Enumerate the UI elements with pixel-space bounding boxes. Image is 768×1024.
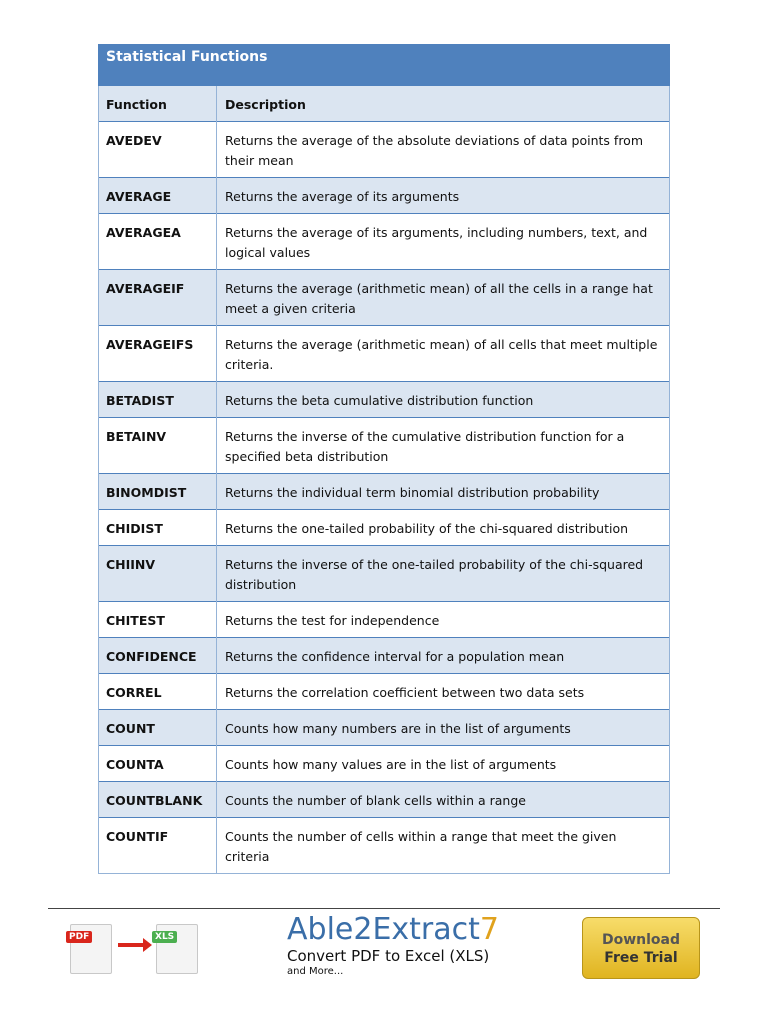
able2extract-ad[interactable]	[287, 913, 499, 979]
function-description: Counts how many values are in the list of arguments	[217, 746, 670, 782]
brand-version: 7	[479, 912, 499, 947]
function-name: CONFIDENCE	[99, 638, 217, 674]
function-description: Returns the average (arithmetic mean) of all the cells in a range hat meet a given criteria	[217, 270, 670, 326]
function-description: Returns the test for independence	[217, 602, 670, 638]
table-row	[99, 382, 670, 418]
table-row	[99, 214, 670, 270]
function-name: BINOMDIST	[99, 474, 217, 510]
function-description: Returns the average (arithmetic mean) of all cells that meet multiple criteria.	[217, 326, 670, 382]
function-description: Returns the one-tailed probability of the chi-squared distribution	[217, 510, 670, 546]
function-name: CHITEST	[99, 602, 217, 638]
brand-more-text: and More...	[287, 966, 344, 977]
free-trial-button-label: Free Trial	[604, 950, 678, 966]
table-row	[99, 122, 670, 178]
table-row	[99, 418, 670, 474]
download-free-trial-button[interactable]	[582, 917, 700, 979]
function-name: AVERAGEIF	[99, 270, 217, 326]
function-name: BETAINV	[99, 418, 217, 474]
function-name: COUNTA	[99, 746, 217, 782]
table-row	[99, 270, 670, 326]
brand-tagline: Convert PDF to Excel (XLS)	[287, 947, 490, 965]
table-row	[99, 746, 670, 782]
table-row	[99, 510, 670, 546]
function-description: Counts how many numbers are in the list of arguments	[217, 710, 670, 746]
brand-logo	[287, 913, 499, 947]
table-row	[99, 474, 670, 510]
table-header-row	[99, 86, 670, 122]
function-name: BETADIST	[99, 382, 217, 418]
function-description: Returns the confidence interval for a population mean	[217, 638, 670, 674]
table-row	[99, 602, 670, 638]
column-header-description: Description	[217, 86, 670, 122]
table-row	[99, 178, 670, 214]
xls-label: XLS	[152, 931, 177, 943]
footer-divider	[48, 908, 720, 909]
statistical-functions-table	[98, 44, 670, 874]
pdf-to-xls-graphic[interactable]	[62, 922, 202, 978]
function-name: COUNTBLANK	[99, 782, 217, 818]
brand-name: Able2Extract	[287, 912, 480, 947]
function-description: Returns the inverse of the one-tailed probability of the chi-squared distribution	[217, 546, 670, 602]
table-row	[99, 674, 670, 710]
pdf-label: PDF	[66, 931, 92, 943]
function-description: Returns the average of its arguments, including numbers, text, and logical values	[217, 214, 670, 270]
arrow-right-icon	[118, 943, 144, 947]
table-title: Statistical Functions	[99, 45, 670, 86]
function-name: AVERAGEIFS	[99, 326, 217, 382]
function-name: CHIDIST	[99, 510, 217, 546]
function-name: AVERAGEA	[99, 214, 217, 270]
function-description: Counts the number of blank cells within a range	[217, 782, 670, 818]
function-name: COUNTIF	[99, 818, 217, 874]
function-description: Returns the individual term binomial distribution probability	[217, 474, 670, 510]
function-name: CORREL	[99, 674, 217, 710]
function-name: COUNT	[99, 710, 217, 746]
function-description: Returns the correlation coefficient between two data sets	[217, 674, 670, 710]
table-row	[99, 818, 670, 874]
function-name: CHIINV	[99, 546, 217, 602]
download-button-label: Download	[601, 932, 681, 948]
function-description: Counts the number of cells within a range that meet the given criteria	[217, 818, 670, 874]
table-row	[99, 782, 670, 818]
table-row	[99, 326, 670, 382]
function-description: Returns the inverse of the cumulative distribution function for a specified beta distribution	[217, 418, 670, 474]
function-description: Returns the average of its arguments	[217, 178, 670, 214]
function-name: AVEDEV	[99, 122, 217, 178]
function-description: Returns the beta cumulative distribution function	[217, 382, 670, 418]
column-header-function: Function	[99, 86, 217, 122]
function-description: Returns the average of the absolute deviations of data points from their mean	[217, 122, 670, 178]
function-name: AVERAGE	[99, 178, 217, 214]
table-row	[99, 546, 670, 602]
table-title-row	[99, 45, 670, 86]
table-row	[99, 710, 670, 746]
table-row	[99, 638, 670, 674]
